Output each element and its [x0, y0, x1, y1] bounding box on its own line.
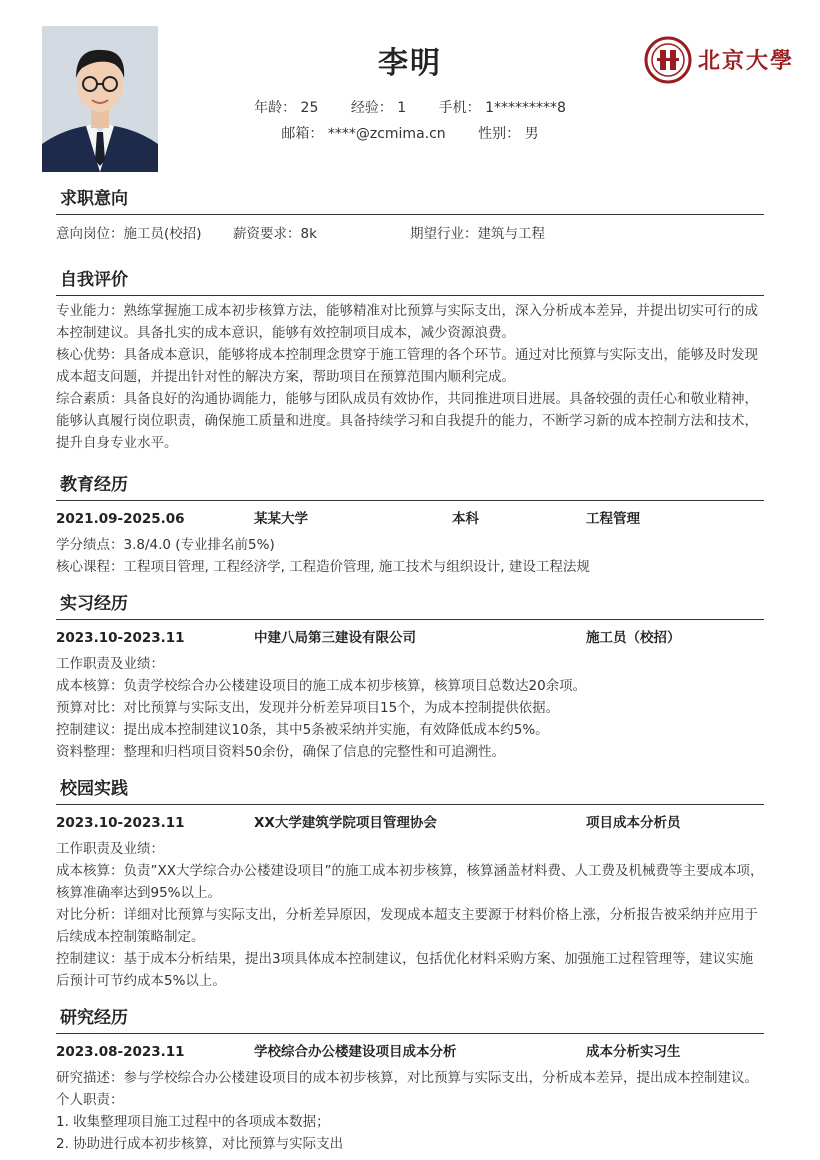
self-evaluation-section — [56, 267, 764, 454]
research-project: 学校综合办公楼建设项目成本分析 — [254, 1044, 457, 1060]
candidate-name: 李明 — [378, 46, 442, 81]
education-period: 2021.09-2025.06 — [56, 511, 185, 527]
campus-role: 项目成本分析员 — [586, 815, 681, 831]
campus-period: 2023.10-2023.11 — [56, 815, 185, 831]
campus-detail-line: 对比分析：详细对比预算与实际支出，分析差异原因，发现成本超支主要源于材料价格上涨，分析报告被采纳并应用于后续成本控制策略制定。 — [56, 907, 758, 945]
research-detail-line: 2. 协助进行成本初步核算，对比预算与实际支出 — [56, 1136, 344, 1152]
university-logo-text: 北京大學 — [698, 48, 795, 74]
campus-practice-section — [56, 776, 764, 992]
research-period: 2023.08-2023.11 — [56, 1044, 185, 1060]
internship-period: 2023.10-2023.11 — [56, 630, 185, 646]
university-seal-icon — [644, 36, 694, 86]
research-title: 研究经历 — [56, 1005, 764, 1034]
intent-position: 意向岗位：施工员(校招) — [56, 226, 202, 242]
campus-detail-line: 控制建议：基于成本分析结果，提出3项具体成本控制建议，包括优化材料采购方案、加强施工过程管理等，建议实施后预计可节约成本5%以上。 — [56, 951, 754, 989]
internship-header-row — [56, 627, 764, 649]
experience-field: 经验： 1 — [350, 100, 407, 116]
age-field: 年龄： 25 — [254, 100, 319, 116]
research-detail-line: 个人职责： — [56, 1092, 124, 1108]
research-section — [56, 1005, 764, 1155]
campus-header-row — [56, 812, 764, 834]
job-intent-title: 求职意向 — [56, 186, 764, 215]
job-intent-row — [56, 223, 764, 245]
basic-info-row-2 — [0, 123, 820, 143]
basic-info-row-1 — [0, 97, 820, 117]
education-detail-line: 学分绩点：3.8/4.0 (专业排名前5%) — [56, 537, 275, 553]
internship-detail-line: 工作职责及业绩： — [56, 656, 164, 672]
job-intent-section — [56, 186, 764, 245]
intent-salary: 薪资要求：8k — [233, 226, 317, 242]
university-logo — [644, 36, 794, 86]
internship-title: 实习经历 — [56, 591, 764, 620]
internship-detail-line: 控制建议：提出成本控制建议10条，其中5条被采纳并实施，有效降低成本约5%。 — [56, 722, 549, 738]
research-detail-line: 研究描述：参与学校综合办公楼建设项目的成本初步核算，对比预算与实际支出，分析成本差异，提出成本控制建议。 — [56, 1070, 758, 1086]
phone-field: 手机： 1*********8 — [438, 100, 566, 116]
campus-organization: XX大学建筑学院项目管理协会 — [254, 815, 437, 831]
self-evaluation-title: 自我评价 — [56, 267, 764, 296]
internship-section — [56, 591, 764, 763]
education-title: 教育经历 — [56, 472, 764, 501]
research-role: 成本分析实习生 — [586, 1044, 681, 1060]
internship-company: 中建八局第三建设有限公司 — [254, 630, 416, 646]
education-school: 某某大学 — [254, 511, 308, 527]
email-field: 邮箱： ****@zcmima.cn — [281, 126, 446, 142]
research-detail-line: 1. 收集整理项目施工过程中的各项成本数据； — [56, 1114, 330, 1130]
education-major: 工程管理 — [586, 511, 640, 527]
self-evaluation-paragraph: 综合素质：具备良好的沟通协调能力，能够与团队成员有效协作，共同推进项目进展。具备较强的责任心和敬业精神，能够认真履行岗位职责，确保施工质量和进度。具备持续学习和自我提升的能力，不断学习新的成本控制方法和技术，提升自身专业水平。 — [56, 391, 758, 451]
education-detail-line: 核心课程：工程项目管理, 工程经济学, 工程造价管理, 施工技术与组织设计, 建设工程法规 — [56, 559, 590, 575]
self-evaluation-paragraph: 核心优势：具备成本意识，能够将成本控制理念贯穿于施工管理的各个环节。通过对比预算与实际支出，能够及时发现成本超支问题，并提出针对性的解决方案，帮助项目在预算范围内顺利完成。 — [56, 347, 758, 385]
research-header-row — [56, 1041, 764, 1063]
campus-detail-line: 工作职责及业绩： — [56, 841, 164, 857]
internship-detail-line: 成本核算：负责学校综合办公楼建设项目的施工成本初步核算，核算项目总数达20余项。 — [56, 678, 587, 694]
self-evaluation-paragraph: 专业能力：熟练掌握施工成本初步核算方法，能够精准对比预算与实际支出，深入分析成本差异，并提出切实可行的成本控制建议。具备扎实的成本意识，能够有效控制项目成本，减少资源浪费。 — [56, 303, 758, 341]
education-degree: 本科 — [452, 511, 479, 527]
internship-detail-line: 资料整理：整理和归档项目资料50余份，确保了信息的完整性和可追溯性。 — [56, 744, 506, 760]
gender-field: 性别： 男 — [478, 126, 539, 142]
education-header-row — [56, 508, 764, 530]
intent-industry: 期望行业：建筑与工程 — [410, 226, 545, 242]
campus-detail-line: 成本核算：负责”XX大学综合办公楼建设项目”的施工成本初步核算，核算涵盖材料费、人工费及机械费等主要成本项，核算准确率达到95%以上。 — [56, 863, 764, 901]
internship-role: 施工员（校招） — [586, 630, 681, 646]
education-section — [56, 472, 764, 578]
internship-detail-line: 预算对比：对比预算与实际支出，发现并分析差异项目15个，为成本控制提供依据。 — [56, 700, 560, 716]
campus-practice-title: 校园实践 — [56, 776, 764, 805]
